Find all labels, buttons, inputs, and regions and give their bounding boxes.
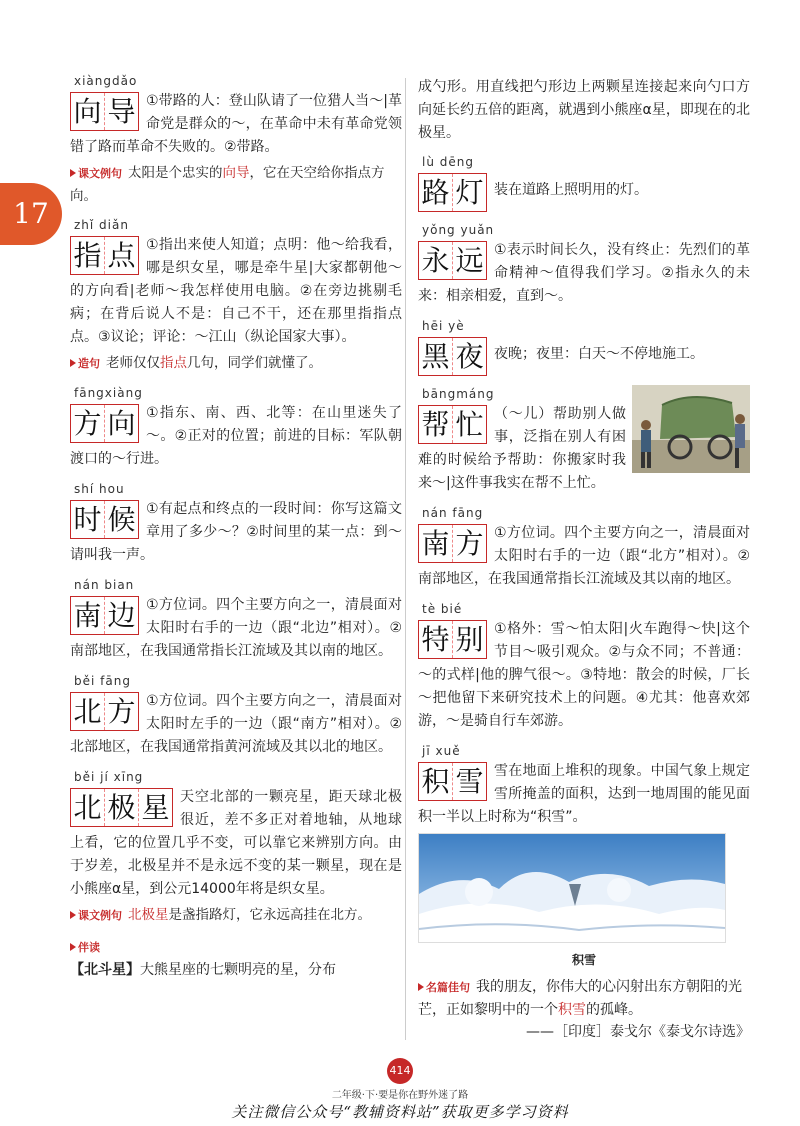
entry-definition: ①有起点和终点的一段时间：你写这篇文章用了多少～？②时间里的某一点：到～请叫我一声。 <box>70 501 402 563</box>
headword-char: 永 <box>419 242 453 279</box>
entry-yongyuan <box>418 221 750 308</box>
example-tag: 课文例句 <box>78 909 122 922</box>
entry-definition: ①指出来使人知道；点明：他～给我看，哪是织女星，哪是牵牛星|大家都朝他～的方向看|老师～我怎样使用电脑。②在旁边挑剔毛病；在背后说人不是：自己不干，还在那里指指点点。③议论；评论：～江山（纵论国家大事）。 <box>70 237 402 345</box>
entry-nanfang <box>418 504 750 591</box>
headword-char: 候 <box>107 503 136 536</box>
footer-watermark: 关注微信公众号“教辅资料站”获取更多学习资料 <box>231 1103 569 1121</box>
triangle-bullet-icon <box>70 169 76 177</box>
headword-char: 黑 <box>419 338 453 375</box>
entry-xiangdao <box>70 72 402 207</box>
quote-text: 我的朋友，你伟大的心闪射出东方朝阳的光芒，正如黎明中的一个 <box>418 979 742 1018</box>
quote-text: 的孤峰。 <box>586 1002 642 1018</box>
entry-pinyin: hēi yè <box>422 319 465 333</box>
entry-pinyin: běi fāng <box>74 674 131 688</box>
quote-source: ——［印度］泰戈尔《泰戈尔诗选》 <box>526 1024 750 1040</box>
example-highlight: 北极星 <box>128 907 169 923</box>
example-highlight: 指点 <box>160 355 187 371</box>
companion-text-continued: 成勺形。用直线把勺形边上两颗星连接起来向勺口方向延长约五倍的距离，就遇到小熊座α星，即现在的北极星。 <box>418 79 750 141</box>
headword-char: 南 <box>71 597 105 634</box>
entry-pinyin: zhǐ diǎn <box>74 218 129 232</box>
headword-char: 特 <box>419 621 453 658</box>
entry-tebie <box>418 600 750 733</box>
entry-pinyin: xiàngdǎo <box>74 74 138 88</box>
famous-quote <box>418 976 750 1043</box>
headword-char: 方 <box>71 405 105 442</box>
headword-char: 帮 <box>419 406 453 443</box>
helping-illustration <box>632 385 750 473</box>
entry-definition: ①表示时间长久，没有终止：先烈们的革命精神～值得我们学习。②指永久的未来：相亲相爱，直到～。 <box>418 242 750 304</box>
headword-char: 方 <box>107 695 136 728</box>
headword-char: 导 <box>107 95 136 128</box>
entry-beifang <box>70 672 402 759</box>
companion-title: 【北斗星】 <box>70 962 140 978</box>
headword-box <box>418 620 487 659</box>
example-text: ，它在天空给你指点方向。 <box>70 165 385 204</box>
entry-definition: 天空北部的一颗亮星，距天球北极很近，差不多正对着地轴，从地球上看，它的位置几乎不变，可以靠它来辨别方向。由于岁差，北极星并不是永远不变的某一颗星，现在是小熊座α星，到公元14000年将是织女星。 <box>70 789 402 897</box>
example-text: 是盏指路灯，它永远高挂在北方。 <box>168 907 371 923</box>
headword-char: 方 <box>455 527 484 560</box>
triangle-bullet-icon <box>70 911 76 919</box>
entry-jixue <box>418 742 750 829</box>
headword-box <box>418 762 487 801</box>
snow-landscape-image <box>419 834 725 942</box>
page-number: 414 <box>387 1058 413 1084</box>
headword-char: 路 <box>419 174 453 211</box>
entry-nanbian <box>70 576 402 663</box>
entry-pinyin: yǒng yuǎn <box>422 223 495 237</box>
photo-caption: 积雪 <box>571 953 596 967</box>
left-column <box>70 72 402 982</box>
quote-highlight: 积雪 <box>558 1002 586 1018</box>
companion-tag: 伴读 <box>78 941 100 954</box>
entry-pinyin: tè bié <box>422 602 463 616</box>
entry-ludeng <box>418 153 750 212</box>
headword-char: 忙 <box>455 408 484 441</box>
headword-char: 向 <box>71 93 105 130</box>
example-sentence <box>70 352 402 375</box>
headword-box <box>70 596 139 635</box>
headword-char: 边 <box>107 599 136 632</box>
headword-char: 北 <box>71 693 105 730</box>
headword-char: 北 <box>71 789 105 826</box>
entry-heiye <box>418 317 750 376</box>
example-tag: 造句 <box>78 357 100 370</box>
example-tag: 课文例句 <box>78 167 122 180</box>
column-divider <box>405 78 406 1040</box>
headword-box <box>70 692 139 731</box>
headword-box <box>418 337 487 376</box>
triangle-bullet-icon <box>70 943 76 951</box>
headword-char: 极 <box>105 789 139 826</box>
entry-zhidian <box>70 216 402 375</box>
entry-definition: 夜晚；夜里：白天～不停地施工。 <box>494 346 704 362</box>
triangle-bullet-icon <box>418 983 424 991</box>
example-sentence <box>70 162 402 207</box>
headword-char: 星 <box>141 791 170 824</box>
headword-char: 别 <box>455 623 484 656</box>
entry-bangmang <box>418 385 750 495</box>
example-text: 几句，同学们就懂了。 <box>187 355 322 371</box>
headword-char: 灯 <box>455 176 484 209</box>
entry-definition: ①方位词。四个主要方向之一，清晨面对太阳时左手的一边（跟“南方”相对）。②北部地区，在我国通常指黄河流域及其以北的地区。 <box>70 693 402 755</box>
entry-definition: （～儿）帮助别人做事，泛指在别人有困难的时候给予帮助：你搬家时我来～|这件事我实在帮不上忙。 <box>418 406 626 491</box>
headword-box <box>418 524 487 563</box>
companion-text: 大熊星座的七颗明亮的星，分布 <box>140 962 336 978</box>
headword-box <box>418 405 487 444</box>
headword-box <box>70 236 139 275</box>
headword-box <box>70 404 139 443</box>
lesson-number-badge: 17 <box>0 183 62 245</box>
entry-pinyin: shí hou <box>74 482 125 496</box>
entry-definition: ①方位词。四个主要方向之一，清晨面对太阳时右手的一边（跟“北边”相对）。②南部地区，在我国通常指长江流域及其以南的地区。 <box>70 597 402 659</box>
entry-definition: ①格外：雪～怕太阳|火车跑得～快|这个节目～吸引观众。②与众不同；不普通：～的式样|他的脾气很～。③特地：散会的时候，厂长～把他留下来研究技术上的问题。④尤其：他喜欢郊游，～是骑自行车郊游。 <box>418 621 750 729</box>
headword-char: 向 <box>107 407 136 440</box>
headword-box <box>418 173 487 212</box>
headword-char: 雪 <box>455 765 484 798</box>
entry-pinyin: nán bian <box>74 578 135 592</box>
entry-pinyin: jī xuě <box>422 744 461 758</box>
entry-shihou <box>70 480 402 567</box>
headword-box <box>70 500 139 539</box>
entry-definition: ①方位词。四个主要方向之一，清晨面对太阳时右手的一边（跟“北方”相对）。②南部地区，在我国通常指长江流域及其以南的地区。 <box>418 525 750 587</box>
entry-definition: 雪在地面上堆积的现象。中国气象上规定雪所掩盖的面积，达到一地周围的能见面积一半以上时称为“积雪”。 <box>418 763 750 825</box>
footer-running-title: 二年级·下·要是你在野外迷了路 <box>331 1090 469 1101</box>
example-sentence <box>70 904 402 927</box>
example-text: 老师仅仅 <box>106 355 160 371</box>
entry-pinyin: běi jí xīng <box>74 770 144 784</box>
triangle-bullet-icon <box>70 359 76 367</box>
right-column <box>418 76 750 1043</box>
cart-push-illustration <box>632 385 750 473</box>
entry-pinyin: nán fāng <box>422 506 484 520</box>
entry-pinyin: bāngmáng <box>422 387 495 401</box>
companion-reading <box>70 936 402 982</box>
example-highlight: 向导 <box>222 165 250 181</box>
headword-box <box>70 788 173 827</box>
entry-definition: ①带路的人：登山队请了一位猎人当～|革命党是群众的～，在革命中未有革命党领错了路而革命不失败的。②带路。 <box>70 93 402 155</box>
headword-box <box>418 241 487 280</box>
entry-pinyin: fāngxiàng <box>74 386 143 400</box>
example-text: 太阳是个忠实的 <box>128 165 223 181</box>
headword-char: 点 <box>107 239 136 272</box>
headword-char: 夜 <box>455 340 484 373</box>
headword-char: 时 <box>71 501 105 538</box>
entry-definition: ①指东、南、西、北等：在山里迷失了～。②正对的位置；前进的目标：军队朝渡口的～行进。 <box>70 405 402 467</box>
headword-box <box>70 92 139 131</box>
quote-tag: 名篇佳句 <box>426 981 470 994</box>
entry-pinyin: lù dēng <box>422 155 474 169</box>
headword-char: 远 <box>455 244 484 277</box>
entry-beijixing <box>70 768 402 927</box>
headword-char: 指 <box>71 237 105 274</box>
headword-char: 南 <box>419 525 453 562</box>
entry-fangxiang <box>70 384 402 471</box>
headword-char: 积 <box>419 763 453 800</box>
snow-photo <box>418 833 726 943</box>
entry-definition: 装在道路上照明用的灯。 <box>494 182 648 198</box>
